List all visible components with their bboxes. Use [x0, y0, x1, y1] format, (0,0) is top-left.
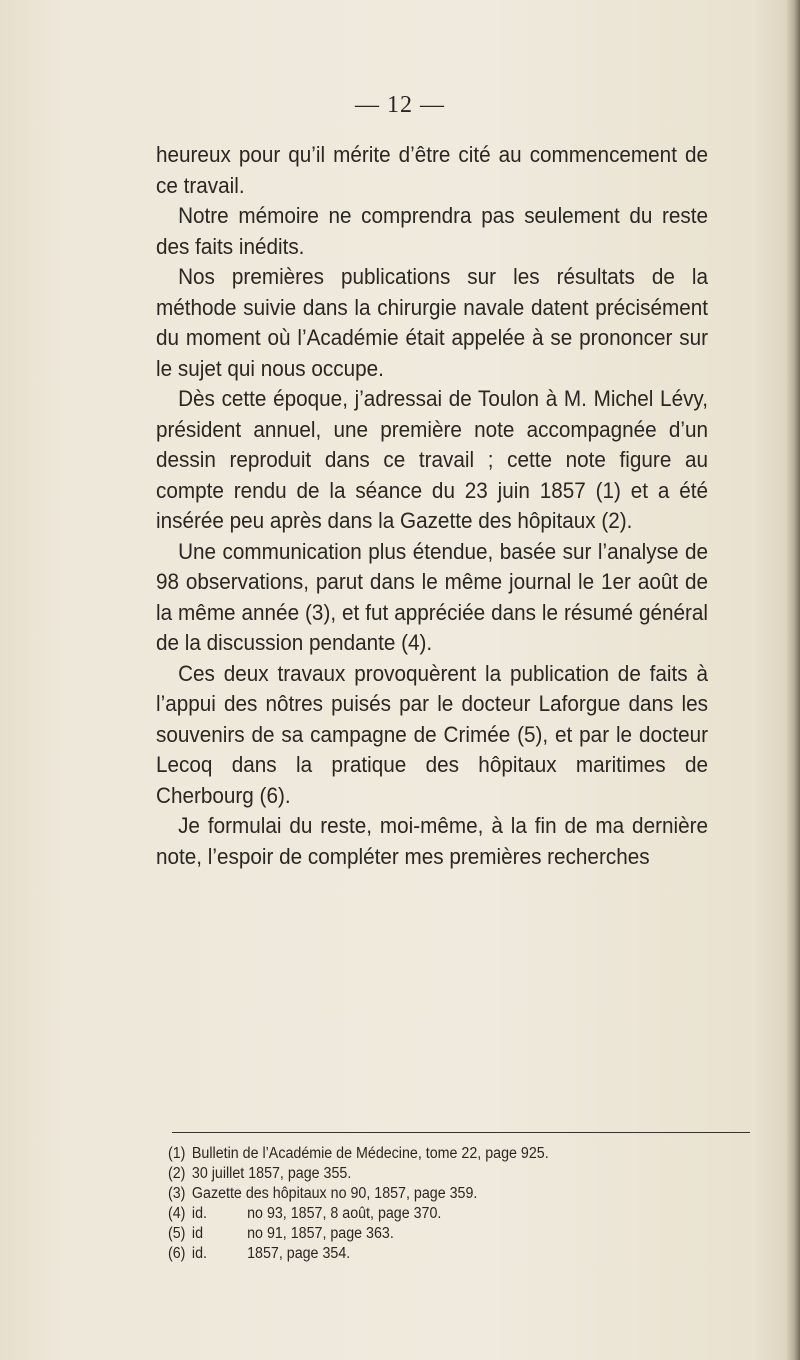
footnote-number: (3) [168, 1185, 186, 1202]
footnote-text: no 93, 1857, 8 août, page 370. [247, 1205, 442, 1222]
footnote [168, 1224, 720, 1244]
footnote [168, 1204, 720, 1224]
paragraph: Une communication plus étendue, basée sur l’analyse de 98 observations, parut dans le même journal le 1er août de la même année (3), et fut appréciée dans le résumé général de la discussion pendante (4). [156, 538, 708, 655]
paragraph: Je formulai du reste, moi-même, à la fin de ma dernière note, l’espoir de compléter mes premières recherches [156, 813, 708, 869]
footnote-number: (5) [168, 1225, 186, 1242]
body-text [156, 140, 708, 872]
paragraph: Ces deux travaux provoquèrent la publication de faits à l’appui des nôtres puisés par le docteur Laforgue dans les souvenirs de sa campagne de Crimée (5), et par le docteur Lecoq dans la pratique des hôpitaux maritimes de Cherbourg (6). [156, 660, 708, 808]
footnote [168, 1164, 720, 1184]
footnote-ditto: id. [191, 1245, 207, 1262]
footnote-ditto: id [191, 1225, 204, 1242]
paragraph: Dès cette époque, j’adressai de Toulon à M. Michel Lévy, président annuel, une première note accompagnée d’un dessin reproduit dans ce travail ; cette note figure au compte rendu de la séance du 23 juin 1857 (1) et a été insérée peu après dans la Gazette des hôpitaux (2). [156, 386, 708, 533]
footnote-text: 1857, page 354. [247, 1245, 351, 1262]
paragraph-continuation: heureux pour qu’il mérite d’être cité au commencement de ce travail. [156, 142, 708, 198]
footnote-ditto: id. [191, 1205, 207, 1222]
footnote-text: no 91, 1857, page 363. [247, 1225, 394, 1242]
footnote-text: 30 juillet 1857, page 355. [191, 1165, 352, 1182]
paragraph: Notre mémoire ne comprendra pas seulement du reste des faits inédits. [156, 203, 708, 259]
footnote-divider [172, 1132, 750, 1133]
page-edge-shadow [786, 0, 800, 1360]
footnote-number: (4) [168, 1205, 186, 1222]
footnote-text: Bulletin de l’Académie de Médecine, tome 22, page 925. [191, 1145, 549, 1162]
footnote [168, 1144, 720, 1164]
footnote [168, 1244, 720, 1264]
footnote-text: Gazette des hôpitaux no 90, 1857, page 359. [191, 1185, 478, 1202]
footnote [168, 1184, 720, 1204]
footnotes [168, 1144, 720, 1264]
paragraph: Nos premières publications sur les résultats de la méthode suivie dans la chirurgie navale datent précisément du moment où l’Académie était appelée à se prononcer sur le sujet qui nous occupe. [156, 264, 708, 381]
page-number: — 12 — [355, 92, 445, 118]
footnote-number: (1) [168, 1145, 186, 1162]
footnote-number: (6) [168, 1245, 186, 1262]
footnote-number: (2) [168, 1165, 186, 1182]
